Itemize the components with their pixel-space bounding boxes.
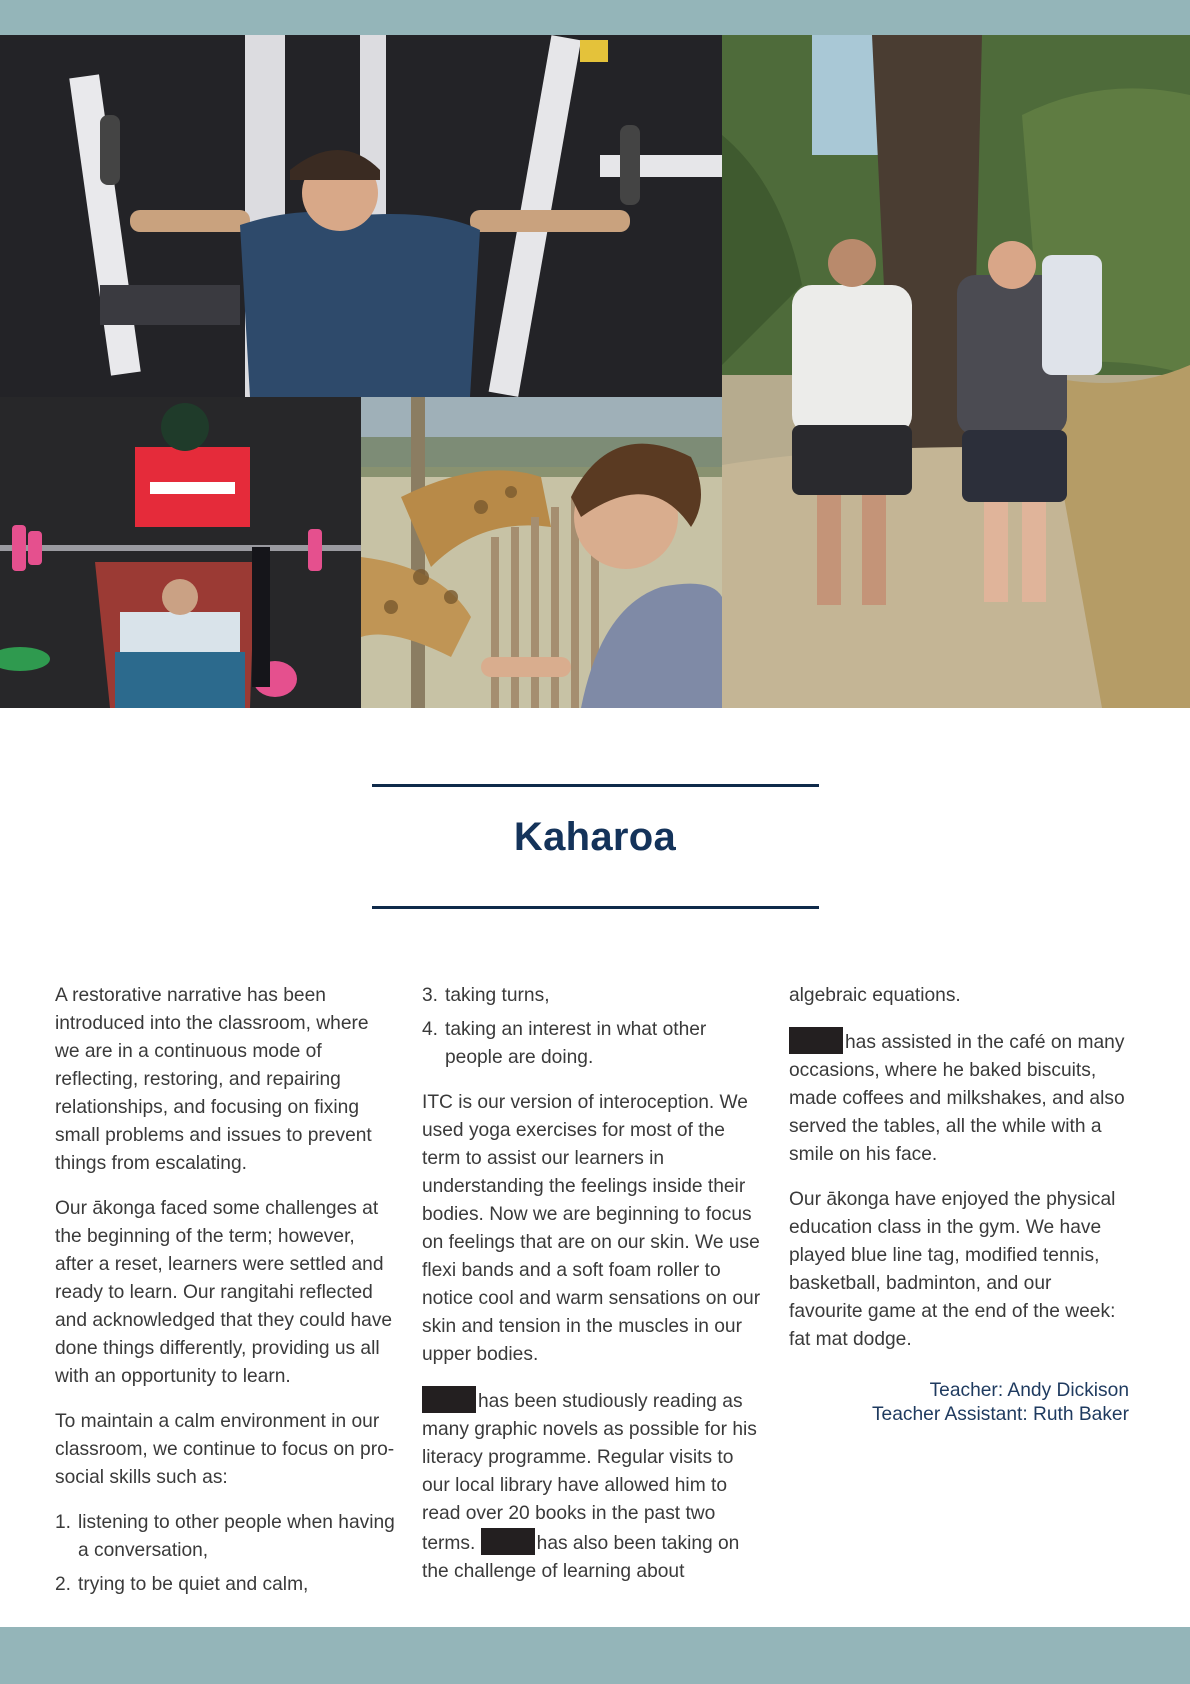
list-number: 2.	[55, 1574, 72, 1595]
paragraph	[422, 1386, 762, 1586]
list-number: 3.	[422, 985, 439, 1006]
paragraph: Our ākonga faced some challenges at the beginning of the term; however, after a reset, learners were settled and ready to learn. Our rangitahi reflected and acknowledged that they could have done things differently, providing us all with an opportunity to learn.	[55, 1198, 393, 1387]
list-number: 4.	[422, 1019, 439, 1040]
column-3	[789, 982, 1129, 1427]
list-item	[55, 1509, 395, 1565]
photo-bench-press	[0, 397, 361, 708]
list-item	[55, 1571, 395, 1599]
photo-giraffe-feeding	[361, 397, 722, 708]
title-rule-bottom	[372, 906, 819, 909]
teacher-name: Teacher: Andy Dickison	[929, 1380, 1129, 1401]
paragraph: A restorative narrative has been introduced into the classroom, where we are in a continuous mode of reflecting, restoring, and repairing relationships, and focusing on fixing small problems and issues to prevent things from escalating.	[55, 985, 372, 1174]
list-text: taking turns,	[445, 985, 550, 1006]
list-item	[422, 1016, 762, 1072]
staff-credits	[789, 1379, 1129, 1427]
photo-bush-walk	[722, 35, 1190, 708]
skills-list	[55, 1509, 395, 1599]
paragraph-text: has been studiously reading as many graphic novels as possible for his literacy programme. Regular visits to our local library have allowed him to read over 20 books in the past two terms.	[422, 1391, 757, 1554]
paragraph: To maintain a calm environment in our classroom, we continue to focus on pro-social skills such as:	[55, 1411, 395, 1488]
column-2	[422, 982, 762, 1603]
column-1	[55, 982, 395, 1616]
footer-band	[0, 1627, 1190, 1684]
header-band	[0, 0, 1190, 35]
photo-gym-machine	[0, 35, 722, 397]
list-text: trying to be quiet and calm,	[78, 1574, 309, 1595]
list-item	[422, 982, 762, 1010]
paragraph-text: has assisted in the café on many occasions, where he baked biscuits, made coffees and milkshakes, and also served the tables, all the while with a smile on his face.	[789, 1032, 1125, 1165]
list-number: 1.	[55, 1512, 72, 1533]
page-title: Kaharoa	[513, 815, 677, 859]
title-rule-top	[372, 784, 819, 787]
paragraph: ITC is our version of interoception. We used yoga exercises for most of the term to assist our learners in understanding the feelings inside their bodies. Now we are beginning to focus on feelings that are on our skin. We use flexi bands and a soft foam roller to notice cool and warm sensations on our skin and tension in the muscles in our upper bodies.	[422, 1092, 761, 1365]
paragraph-text: has also been taking on the challenge of learning about	[422, 1533, 740, 1582]
list-text: taking an interest in what other people are doing.	[445, 1019, 707, 1068]
redacted-name	[481, 1528, 535, 1555]
paragraph: Our ākonga have enjoyed the physical education class in the gym. We have played blue line tag, modified tennis, basketball, badminton, and our favourite game at the end of the week: fat mat dodge.	[789, 1189, 1116, 1350]
redacted-name	[789, 1027, 843, 1054]
skills-list-continued	[422, 982, 762, 1072]
redacted-name	[422, 1386, 476, 1413]
assistant-name: Teacher Assistant: Ruth Baker	[871, 1404, 1129, 1425]
paragraph	[789, 1027, 1129, 1169]
paragraph: algebraic equations.	[789, 985, 961, 1006]
list-text: listening to other people when having a conversation,	[78, 1512, 395, 1561]
